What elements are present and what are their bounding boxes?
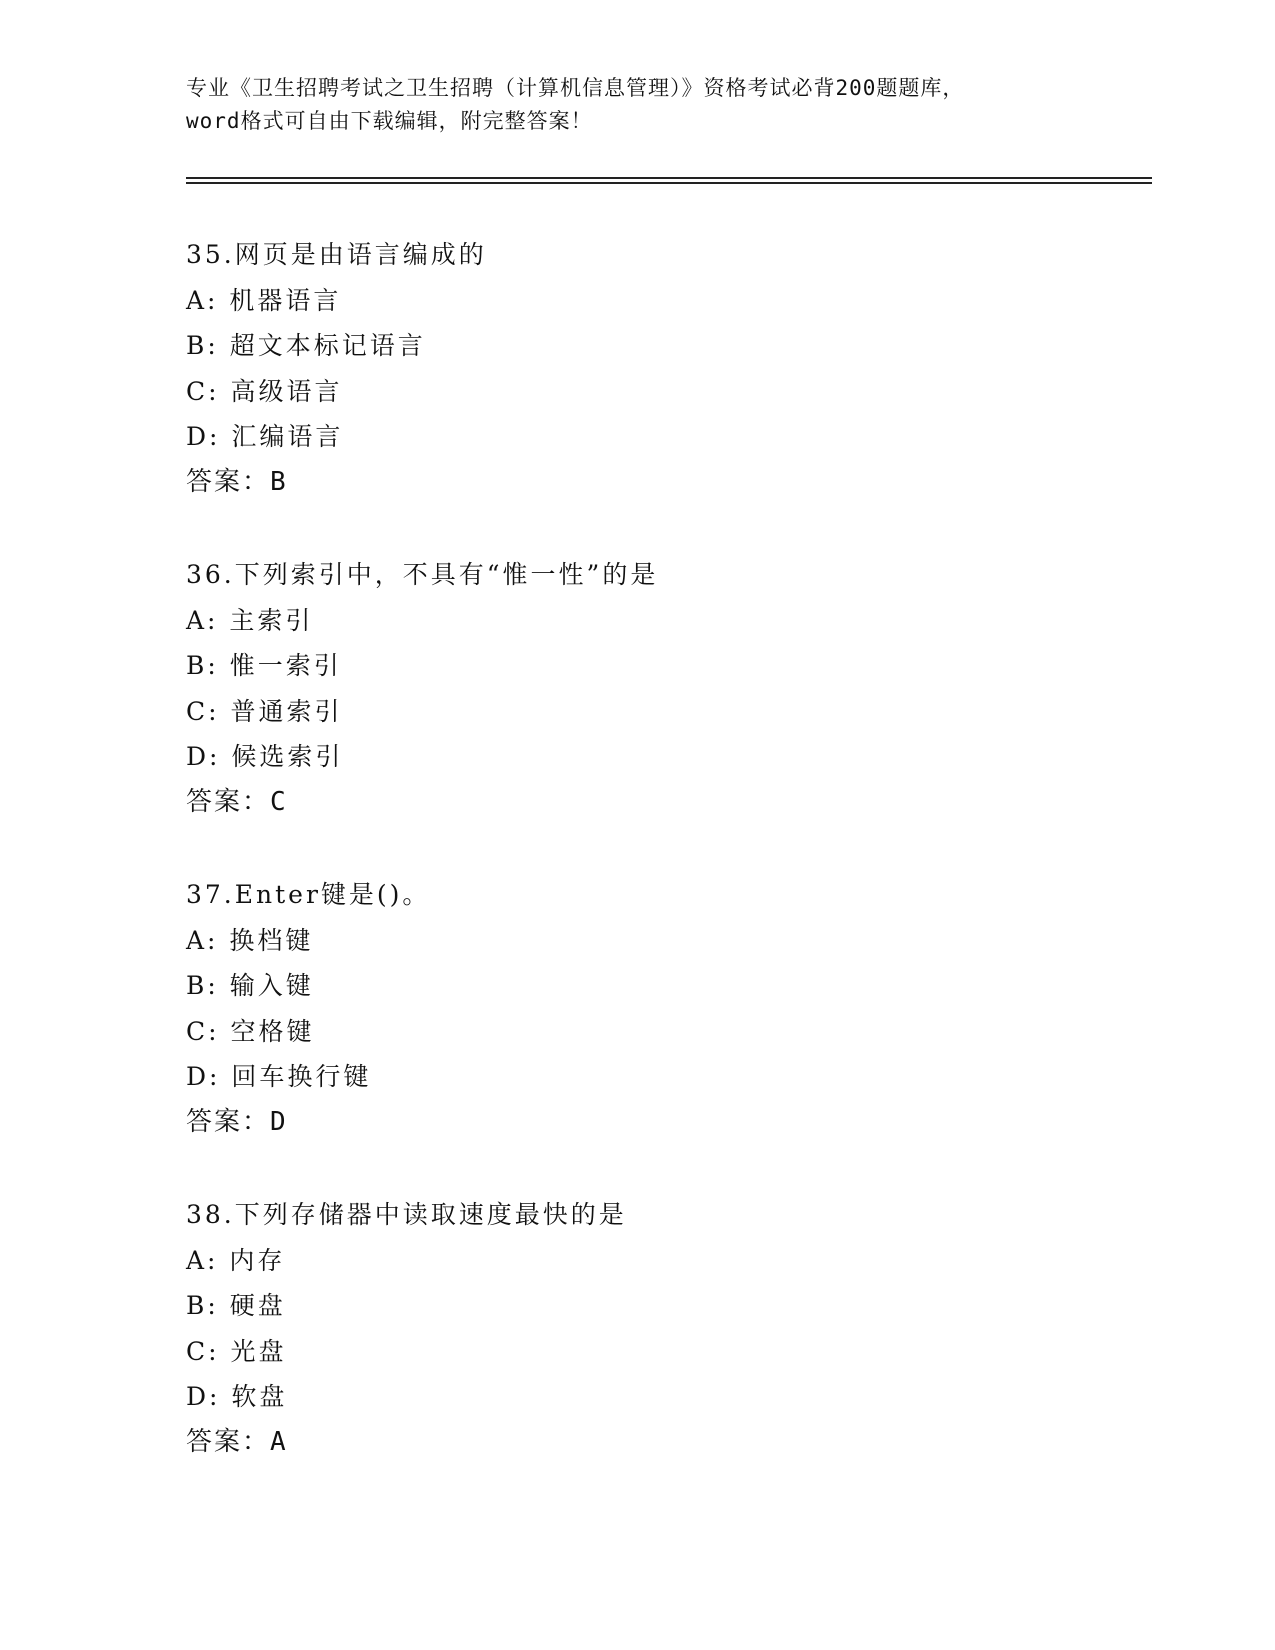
answer-value: B — [270, 466, 288, 497]
answer-label: 答案： — [186, 466, 271, 497]
answer-label: 答案： — [186, 786, 271, 817]
header-divider-top — [186, 177, 1152, 179]
question-stem: 38.下列存储器中读取速度最快的是 — [186, 1200, 627, 1229]
option-b: B: 超文本标记语言 — [186, 331, 426, 360]
header-divider-bottom — [186, 182, 1152, 184]
option-c: C: 空格键 — [186, 1016, 315, 1046]
question-block — [186, 552, 1086, 825]
option-d: D: 软盘 — [186, 1382, 288, 1411]
answer-line — [186, 1420, 1086, 1466]
option-d: D: 汇编语言 — [186, 422, 344, 451]
option-b: B: 硬盘 — [186, 1291, 286, 1320]
question-stem: 37.Enter键是()。 — [186, 880, 431, 909]
question-block — [186, 1192, 1086, 1465]
question-stem: 35.网页是由语言编成的 — [186, 240, 487, 269]
option-d: D: 候选索引 — [186, 742, 344, 771]
option-a: A: 换档键 — [186, 925, 314, 955]
header-line-1: 专业《卫生招聘考试之卫生招聘（计算机信息管理）》资格考试必背200题题库， — [186, 76, 965, 100]
option-c: C: 高级语言 — [186, 376, 343, 406]
question-stem: 36.下列索引中，不具有“惟一性”的是 — [186, 560, 659, 589]
answer-value: D — [270, 1106, 288, 1137]
question-block — [186, 232, 1086, 505]
answer-line — [186, 460, 1086, 506]
answer-line — [186, 780, 1086, 826]
answer-label: 答案： — [186, 1106, 271, 1137]
option-d: D: 回车换行键 — [186, 1062, 372, 1091]
answer-value: C — [270, 786, 288, 817]
option-a: A: 内存 — [186, 1245, 286, 1275]
option-c: C: 光盘 — [186, 1336, 287, 1366]
question-block — [186, 872, 1086, 1145]
answer-label: 答案： — [186, 1426, 271, 1457]
option-c: C: 普通索引 — [186, 696, 343, 726]
answer-line — [186, 1100, 1086, 1146]
option-a: A: 机器语言 — [186, 285, 342, 315]
option-a: A: 主索引 — [186, 605, 314, 635]
option-b: B: 输入键 — [186, 971, 314, 1000]
answer-value: A — [270, 1426, 288, 1457]
document-header — [186, 72, 1086, 138]
header-line-2: word格式可自由下载编辑，附完整答案！ — [186, 109, 593, 133]
option-b: B: 惟一索引 — [186, 651, 342, 680]
